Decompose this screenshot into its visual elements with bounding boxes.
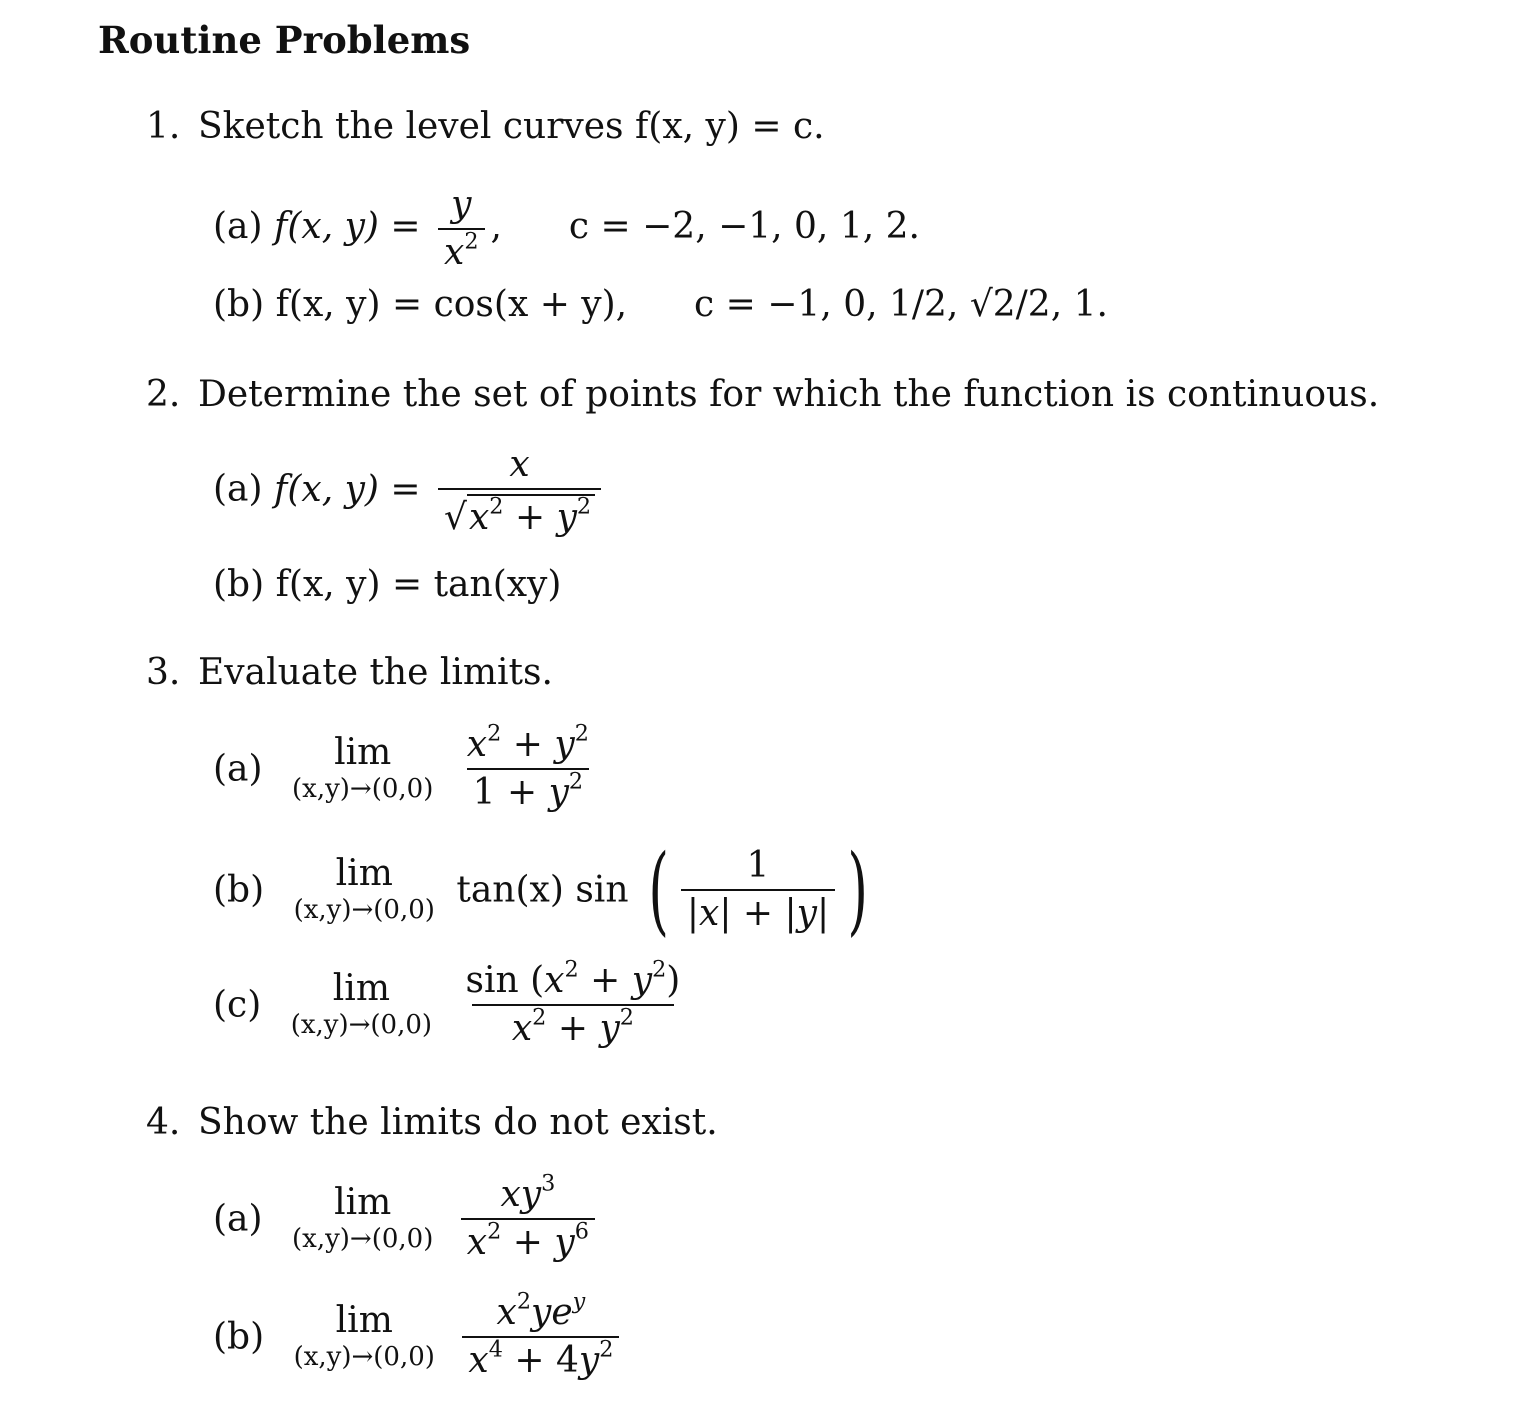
problem-2b xyxy=(213,564,561,605)
problem-4a-lim-sub: (x,y)→(0,0) xyxy=(292,1223,434,1254)
section-title: Routine Problems xyxy=(98,18,471,62)
problem-3a-denominator: $1 + y^2$ xyxy=(467,768,590,812)
problem-4b xyxy=(213,1288,625,1381)
problem-4 xyxy=(146,1102,718,1143)
problem-3a-numerator: $x^2 + y^2$ xyxy=(466,720,589,765)
problem-4b-label: (b) xyxy=(213,1316,265,1358)
problem-3a-lim-sub: (x,y)→(0,0) xyxy=(292,773,434,804)
problem-3b-pre: tan(x) sin xyxy=(456,869,629,911)
problem-2a xyxy=(213,446,607,537)
problem-2-text: Determine the set of points for which the function is continuous. xyxy=(198,374,1380,415)
problem-2a-expression xyxy=(274,444,607,538)
problem-1a-fraction xyxy=(438,186,485,272)
problem-1 xyxy=(146,106,825,147)
problem-3b-limit xyxy=(293,852,435,925)
problem-3 xyxy=(146,652,553,693)
problem-1-number: 1. xyxy=(146,106,181,147)
problem-3b-numerator: 1 xyxy=(746,845,770,887)
problem-3a-fraction xyxy=(461,720,595,813)
problem-3c xyxy=(213,956,692,1049)
problem-3a-lim-word: lim xyxy=(334,731,392,773)
problem-2b-label: (b) xyxy=(213,564,265,605)
problem-1a-label: (a) xyxy=(213,205,263,247)
problem-2a-func: f(x, y) = xyxy=(274,468,421,510)
problem-3c-lim-sub: (x,y)→(0,0) xyxy=(290,1009,433,1040)
problem-3c-lim-word: lim xyxy=(332,967,390,1009)
problem-1a-comma: , xyxy=(490,205,502,247)
problem-3b-label: (b) xyxy=(213,869,265,911)
problem-1-text: Sketch the level curves f(x, y) = c. xyxy=(198,106,825,147)
problem-4-number: 4. xyxy=(146,1102,181,1143)
problem-3c-fraction xyxy=(460,956,687,1049)
problem-3a-limit xyxy=(292,731,434,804)
problem-3b-lim-sub: (x,y)→(0,0) xyxy=(293,894,435,925)
problem-4b-numerator: $x^2ye^y$ xyxy=(496,1288,586,1333)
problem-3b xyxy=(213,834,876,946)
problem-4b-lim-word: lim xyxy=(335,1299,393,1341)
problem-1a-values: c = −2, −1, 0, 1, 2. xyxy=(568,205,920,247)
problem-2 xyxy=(146,374,1379,415)
problem-1a-func: f(x, y) = xyxy=(274,205,421,247)
problem-4b-denominator: $x^4 + 4y^2$ xyxy=(462,1336,619,1380)
problem-3-text: Evaluate the limits. xyxy=(198,652,553,693)
problem-1a-denominator: $x^2$ xyxy=(438,228,485,272)
problem-1b-values: c = −1, 0, 1/2, √2/2, 1. xyxy=(694,284,1108,325)
problem-4b-limit xyxy=(293,1299,435,1372)
problem-3c-numerator: $\sin (x^2 + y^2)$ xyxy=(465,956,681,1001)
problem-3c-label: (c) xyxy=(213,984,262,1026)
problem-1a-expression xyxy=(274,184,920,273)
problem-3b-lim-word: lim xyxy=(335,852,393,894)
problem-2-number: 2. xyxy=(146,374,181,415)
problem-1b-func: f(x, y) = cos(x + y), xyxy=(275,284,628,325)
problem-3a xyxy=(213,720,601,813)
problem-3b-right-paren: ) xyxy=(846,834,868,946)
problem-3b-left-paren: ( xyxy=(648,834,669,946)
problem-4a-fraction xyxy=(461,1170,595,1263)
problem-4a-limit xyxy=(292,1181,434,1254)
problem-3-number: 3. xyxy=(146,652,181,693)
problem-4a-lim-word: lim xyxy=(334,1181,392,1223)
problem-2a-fraction xyxy=(438,446,601,537)
problem-4a-label: (a) xyxy=(213,1198,263,1240)
problem-2b-func: f(x, y) = tan(xy) xyxy=(275,564,562,605)
problem-4b-lim-sub: (x,y)→(0,0) xyxy=(293,1341,435,1372)
problem-1b-expression xyxy=(276,284,1108,325)
problem-4a-denominator: $x^2 + y^6$ xyxy=(461,1218,595,1262)
problem-4a xyxy=(213,1170,601,1263)
problem-3b-fraction xyxy=(681,847,835,933)
problem-3b-denominator: |x| + |y| xyxy=(681,889,835,933)
problem-1b xyxy=(213,284,1108,325)
problem-1a-numerator: y xyxy=(451,184,472,225)
problem-4b-fraction xyxy=(462,1288,619,1381)
problem-1a xyxy=(213,186,920,272)
problem-1b-label: (b) xyxy=(213,284,265,325)
problem-4-text: Show the limits do not exist. xyxy=(198,1102,718,1143)
problem-3c-denominator: $x^2 + y^2$ xyxy=(472,1004,674,1048)
problem-3c-limit xyxy=(290,967,433,1040)
problem-3a-label: (a) xyxy=(213,748,263,790)
problem-2a-denominator: $√x^2 + y^2$ xyxy=(438,488,601,538)
problem-2a-numerator: x xyxy=(509,444,530,485)
problem-2a-label: (a) xyxy=(213,468,263,510)
problem-4a-numerator: $xy^3$ xyxy=(500,1170,556,1215)
